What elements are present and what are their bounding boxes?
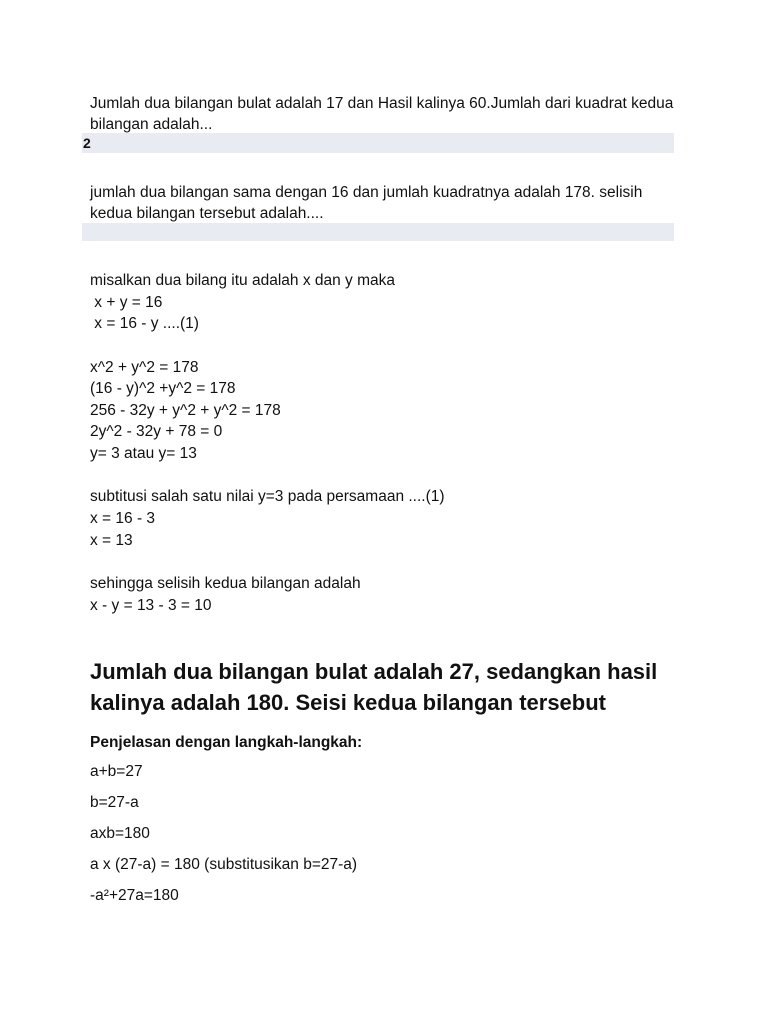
step-line: a x (27-a) = 180 (substitusikan b=27-a) (90, 856, 358, 873)
step-line: -a²+27a=180 (90, 887, 179, 904)
solution-line: x - y = 13 - 3 = 10 (90, 596, 212, 614)
solution-line: (16 - y)^2 +y^2 = 178 (90, 380, 236, 398)
solution-line: x = 13 (90, 531, 133, 549)
solution-line: misalkan dua bilang itu adalah x dan y maka (90, 272, 396, 289)
solution-line (90, 335, 690, 357)
item-number: 2 (83, 135, 91, 151)
solution-line (90, 465, 690, 487)
question-1-text: Jumlah dua bilangan bulat adalah 17 dan Hasil kalinya 60.Jumlah dari kuadrat kedua bilangan adalah... (90, 95, 674, 133)
answer-bar-1 (82, 133, 674, 153)
solution-line: x = 16 - y ....(1) (90, 315, 199, 333)
question-3-heading: Jumlah dua bilangan bulat adalah 27, sedangkan hasil kalinya adalah 180. Seisi kedua bilangan tersebut (90, 659, 658, 715)
solution-line: y= 3 atau y= 13 (90, 445, 197, 463)
step-line: a+b=27 (90, 763, 143, 780)
question-2-text: jumlah dua bilangan sama dengan 16 dan jumlah kuadratnya adalah 178. selisih kedua bilangan tersebut adalah.... (90, 184, 643, 222)
solution-line: x = 16 - 3 (90, 510, 156, 528)
solution-line: x + y = 16 (90, 293, 163, 311)
solution-line: 2y^2 - 32y + 78 = 0 (90, 423, 223, 441)
step-line: axb=180 (90, 825, 150, 842)
solution-line: subtitusi salah satu nilai y=3 pada persamaan ....(1) (90, 488, 445, 506)
solution-line: sehingga selisih kedua bilangan adalah (90, 574, 361, 592)
solution-block (90, 270, 690, 616)
solution-line: x^2 + y^2 = 178 (90, 358, 199, 376)
solution-line: 256 - 32y + y^2 + y^2 = 178 (90, 401, 281, 419)
answer-bar-2 (82, 223, 674, 241)
solution-line (90, 551, 690, 573)
explanation-title: Penjelasan dengan langkah-langkah: (90, 734, 363, 751)
step-line: b=27-a (90, 794, 139, 811)
explanation-steps (90, 762, 690, 917)
